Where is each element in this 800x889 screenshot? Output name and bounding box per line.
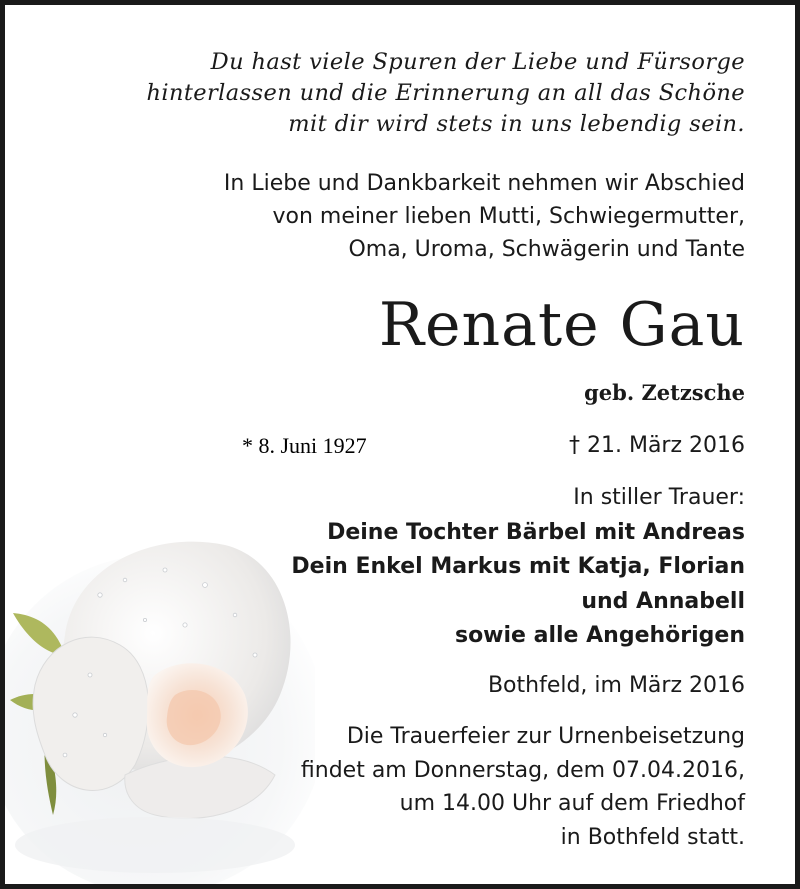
deceased-name: Renate Gau	[378, 290, 745, 360]
intro-line: Oma, Uroma, Schwägerin und Tante	[348, 237, 745, 262]
ceremony-line: Die Trauerfeier zur Urnenbeisetzung	[346, 724, 745, 749]
mourner-line: Deine Tochter Bärbel mit Andreas	[327, 519, 745, 545]
ceremony-line: findet am Donnerstag, dem 07.04.2016,	[300, 757, 745, 783]
mourner-line: sowie alle Angehörigen	[454, 623, 745, 648]
mourners-section	[45, 481, 745, 654]
mourners-heading: In stiller Trauer:	[573, 485, 745, 510]
death-date: † 21. März 2016	[568, 433, 745, 458]
farewell-intro	[45, 167, 745, 266]
intro-line: In Liebe und Dankbarkeit nehmen wir Abschied	[223, 171, 745, 196]
place-and-date: Bothfeld, im März 2016	[487, 673, 745, 698]
maiden-name: geb. Zetzsche	[584, 380, 745, 405]
ceremony-line: um 14.00 Uhr auf dem Friedhof	[399, 791, 745, 816]
ceremony-notice	[45, 720, 745, 854]
intro-line: von meiner lieben Mutti, Schwiegermutter,	[272, 204, 745, 229]
verse-line: mit dir wird stets in uns lebendig sein.	[288, 111, 745, 137]
mourner-line: Dein Enkel Markus mit Katja, Florian	[291, 554, 745, 579]
ceremony-line: in Bothfeld statt.	[560, 824, 745, 850]
mourner-line: und Annabell	[581, 588, 745, 614]
birth-date: * 8. Juni 1927	[242, 433, 367, 458]
memorial-verse	[45, 47, 745, 140]
verse-line: Du hast viele Spuren der Liebe und Fürsorge	[210, 49, 745, 75]
verse-line: hinterlassen und die Erinnerung an all das Schöne	[146, 80, 745, 106]
